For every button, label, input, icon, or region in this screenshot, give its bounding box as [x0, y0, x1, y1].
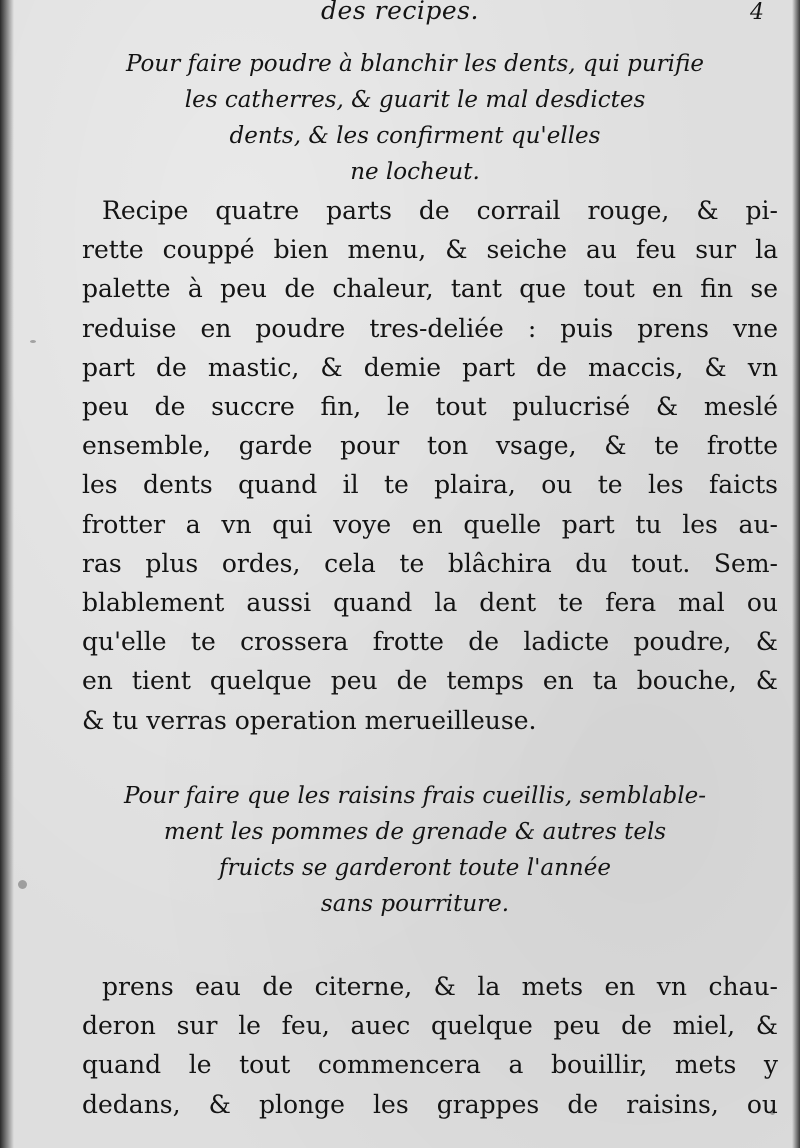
- heading-line: les catherres, & guarit le mal desdictes: [184, 87, 646, 113]
- recipe-text-preserve-fruit: [82, 967, 778, 1124]
- text-line: ensemble, garde pour ton vsage, & te frotte: [82, 431, 778, 461]
- running-head: des recipes.: [321, 0, 479, 25]
- page-shadow-left: [0, 0, 14, 1148]
- text-line: blablement aussi quand la dent te fera mal ou: [82, 588, 778, 618]
- text-line: rette couppé bien menu, & seiche au feu sur la: [82, 235, 778, 265]
- text-line: qu'elle te crossera frotte de ladicte poudre, &: [82, 627, 778, 657]
- heading-line: fruicts se garderont toute l'année: [219, 855, 611, 881]
- heading-line: Pour faire que les raisins frais cueillis, semblable-: [123, 783, 707, 809]
- heading-line: sans pourriture.: [320, 891, 510, 917]
- text-line: les dents quand il te plaira, ou te les faicts: [82, 470, 778, 500]
- text-line: & tu verras operation merueilleuse.: [82, 705, 537, 735]
- text-line: Recipe quatre parts de corrail rouge, & pi-: [102, 196, 778, 225]
- heading-line: ment les pommes de grenade & autres tels: [163, 819, 667, 845]
- text-line: reduise en poudre tres-deliée : puis prens vne: [82, 313, 778, 343]
- heading-line: Pour faire poudre à blanchir les dents, qui purifie: [126, 51, 704, 77]
- paper-speck: [18, 880, 27, 889]
- recipe-heading-preserve-fruit: [70, 778, 760, 922]
- text-line: quand le tout commencera a bouillir, mets y: [82, 1050, 778, 1080]
- text-line: frotter a vn qui voye en quelle part tu les au-: [82, 509, 778, 539]
- heading-line: ne locheut.: [350, 159, 480, 185]
- page-number: 4: [750, 0, 764, 25]
- page-shadow-right: [792, 0, 800, 1148]
- text-line: deron sur le feu, auec quelque peu de miel, &: [82, 1011, 778, 1041]
- heading-line: dents, & les confirment qu'elles: [229, 123, 601, 149]
- recipe-heading-teeth-powder: [70, 46, 760, 190]
- text-line: en tient quelque peu de temps en ta bouche, &: [82, 666, 778, 696]
- text-line: part de mastic, & demie part de maccis, & vn: [82, 352, 778, 382]
- text-line: dedans, & plonge les grappes de raisins, ou: [82, 1089, 778, 1119]
- text-line: ras plus ordes, cela te blâchira du tout. Sem-: [82, 548, 778, 578]
- text-line: palette à peu de chaleur, tant que tout en fin se: [82, 274, 778, 304]
- recipe-text-teeth-powder: [82, 191, 778, 740]
- text-line: peu de succre fin, le tout pulucrisé & meslé: [82, 392, 778, 422]
- text-line: prens eau de citerne, & la mets en vn chau-: [102, 972, 778, 1001]
- paper-speck: [30, 340, 36, 343]
